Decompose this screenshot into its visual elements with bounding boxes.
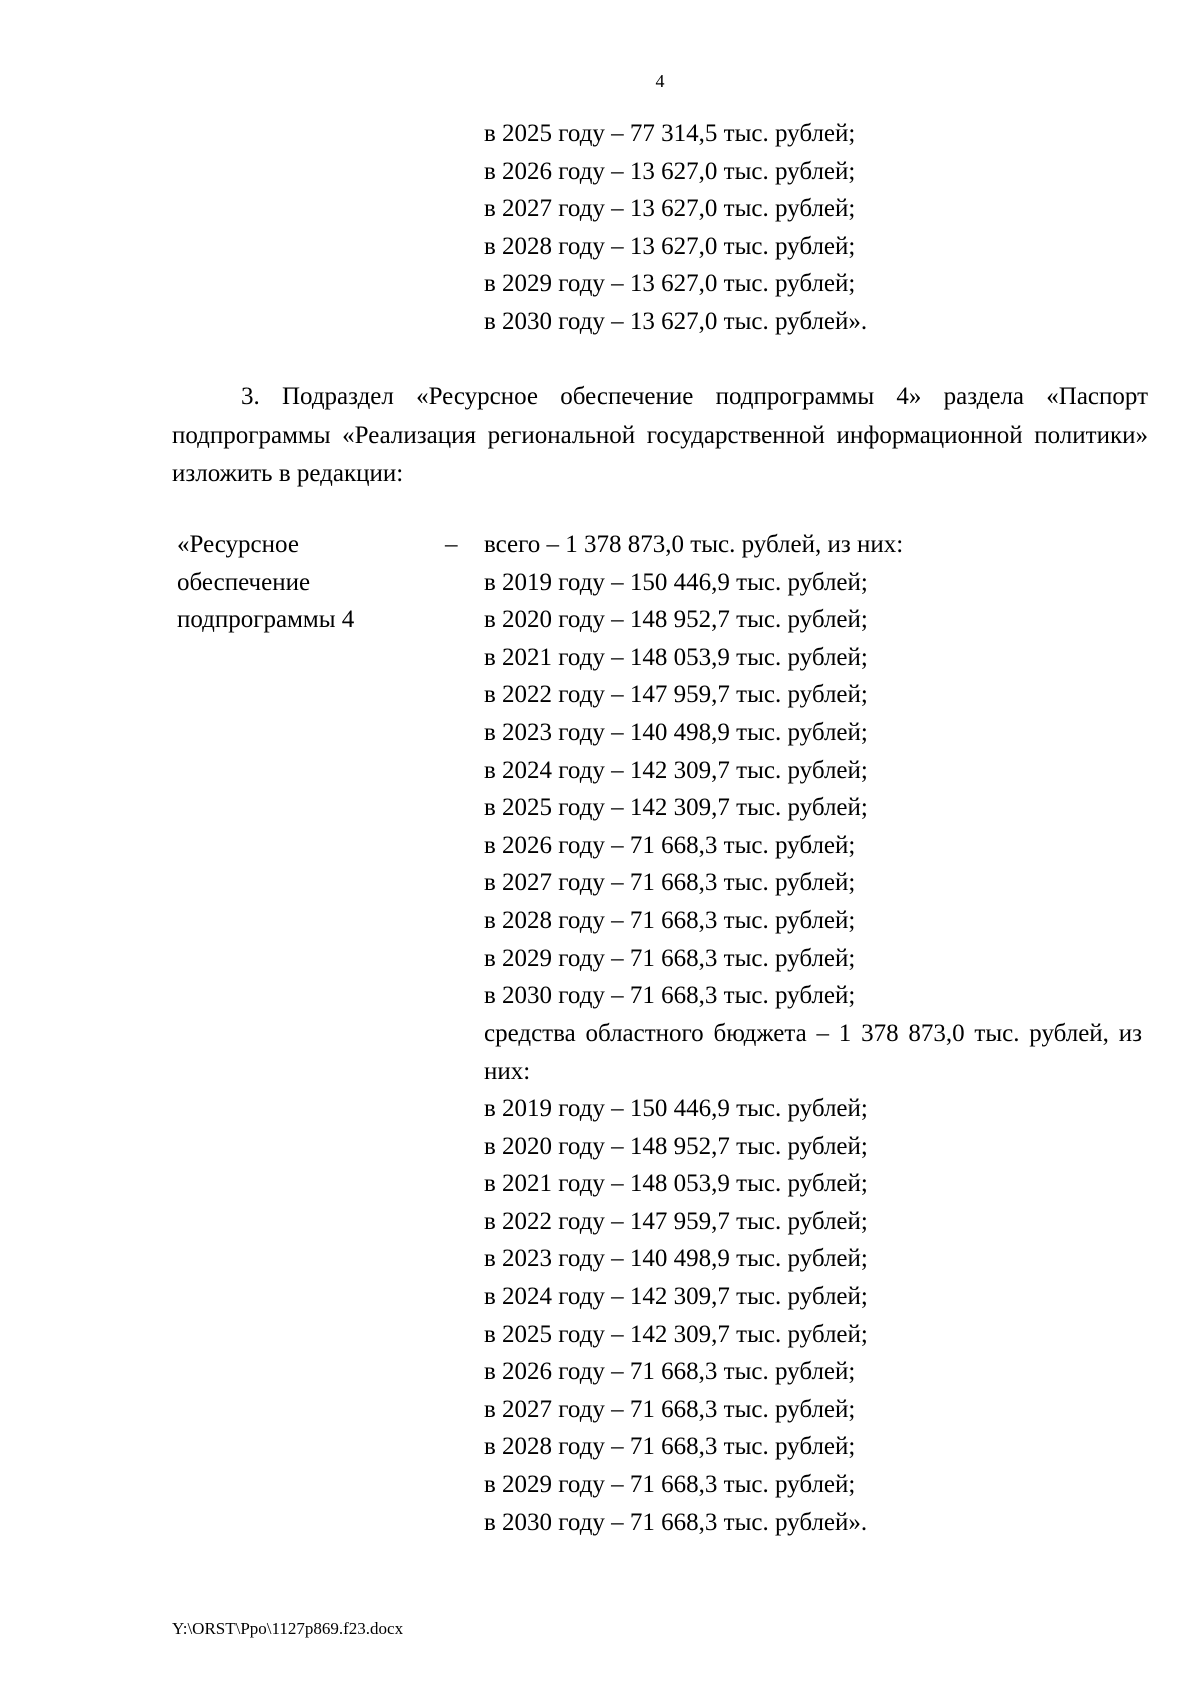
- regional-budget-list: [484, 1090, 868, 1541]
- list-item: в 2030 году – 13 627,0 тыс. рублей».: [484, 307, 868, 335]
- regional-budget-heading: средства областного бюджета – 1 378 873,0 тыс. рублей, из них:: [484, 1020, 1142, 1085]
- list-item: в 2029 году – 71 668,3 тыс. рублей;: [484, 1470, 856, 1498]
- list-item: в 2024 году – 142 309,7 тыс. рублей;: [484, 1282, 868, 1310]
- list-item: в 2023 году – 140 498,9 тыс. рублей;: [484, 1245, 868, 1273]
- list-item: в 2026 году – 71 668,3 тыс. рублей;: [484, 1358, 856, 1386]
- page-number: 4: [655, 71, 665, 91]
- list-item: всего – 1 378 873,0 тыс. рублей, из них:: [484, 531, 904, 558]
- passport-label: [177, 526, 354, 639]
- file-path-footer: Y:\ORST\Ppo\1127p869.f23.docx: [172, 1619, 404, 1638]
- list-item: в 2019 году – 150 446,9 тыс. рублей;: [484, 1095, 868, 1122]
- passport-dash: –: [445, 531, 458, 558]
- list-item: в 2027 году – 13 627,0 тыс. рублей;: [484, 195, 856, 223]
- amendment-paragraph: 3. Подраздел «Ресурсное обеспечение подпрограммы 4» раздела «Паспорт подпрограммы «Реализация региональной государственной информационной политики» изложить в редакции:: [172, 383, 1148, 487]
- list-item: в 2019 году – 150 446,9 тыс. рублей;: [484, 568, 868, 596]
- list-item: в 2025 году – 142 309,7 тыс. рублей;: [484, 794, 868, 822]
- passport-label-line: обеспечение: [177, 568, 311, 596]
- list-item: в 2030 году – 71 668,3 тыс. рублей;: [484, 982, 856, 1010]
- list-item: в 2022 году – 147 959,7 тыс. рублей;: [484, 1207, 868, 1235]
- list-item: в 2028 году – 13 627,0 тыс. рублей;: [484, 232, 856, 260]
- list-item: в 2021 году – 148 053,9 тыс. рублей;: [484, 643, 868, 671]
- list-item: в 2022 году – 147 959,7 тыс. рублей;: [484, 681, 868, 709]
- passport-label-line: «Ресурсное: [177, 531, 299, 558]
- list-item: в 2025 году – 77 314,5 тыс. рублей;: [484, 120, 856, 147]
- list-item: в 2024 году – 142 309,7 тыс. рублей;: [484, 756, 868, 784]
- list-item: в 2020 году – 148 952,7 тыс. рублей;: [484, 1132, 868, 1160]
- list-item: в 2027 году – 71 668,3 тыс. рублей;: [484, 1395, 856, 1423]
- list-item: в 2023 году – 140 498,9 тыс. рублей;: [484, 718, 868, 746]
- list-item: в 2020 году – 148 952,7 тыс. рублей;: [484, 606, 868, 634]
- total-funding-list: [484, 526, 903, 1015]
- list-item: в 2027 году – 71 668,3 тыс. рублей;: [484, 869, 856, 897]
- funding-by-year-list-top: [484, 115, 867, 341]
- list-item: в 2025 году – 142 309,7 тыс. рублей;: [484, 1320, 868, 1348]
- list-item: в 2026 году – 71 668,3 тыс. рублей;: [484, 831, 856, 859]
- list-item: в 2021 году – 148 053,9 тыс. рублей;: [484, 1170, 868, 1198]
- list-item: в 2028 году – 71 668,3 тыс. рублей;: [484, 1433, 856, 1461]
- list-item: в 2029 году – 13 627,0 тыс. рублей;: [484, 270, 856, 298]
- list-item: в 2029 году – 71 668,3 тыс. рублей;: [484, 944, 856, 972]
- passport-label-line: подпрограммы 4: [177, 606, 355, 634]
- list-item: в 2030 году – 71 668,3 тыс. рублей».: [484, 1508, 868, 1536]
- list-item: в 2026 году – 13 627,0 тыс. рублей;: [484, 157, 856, 185]
- list-item: в 2028 году – 71 668,3 тыс. рублей;: [484, 906, 856, 934]
